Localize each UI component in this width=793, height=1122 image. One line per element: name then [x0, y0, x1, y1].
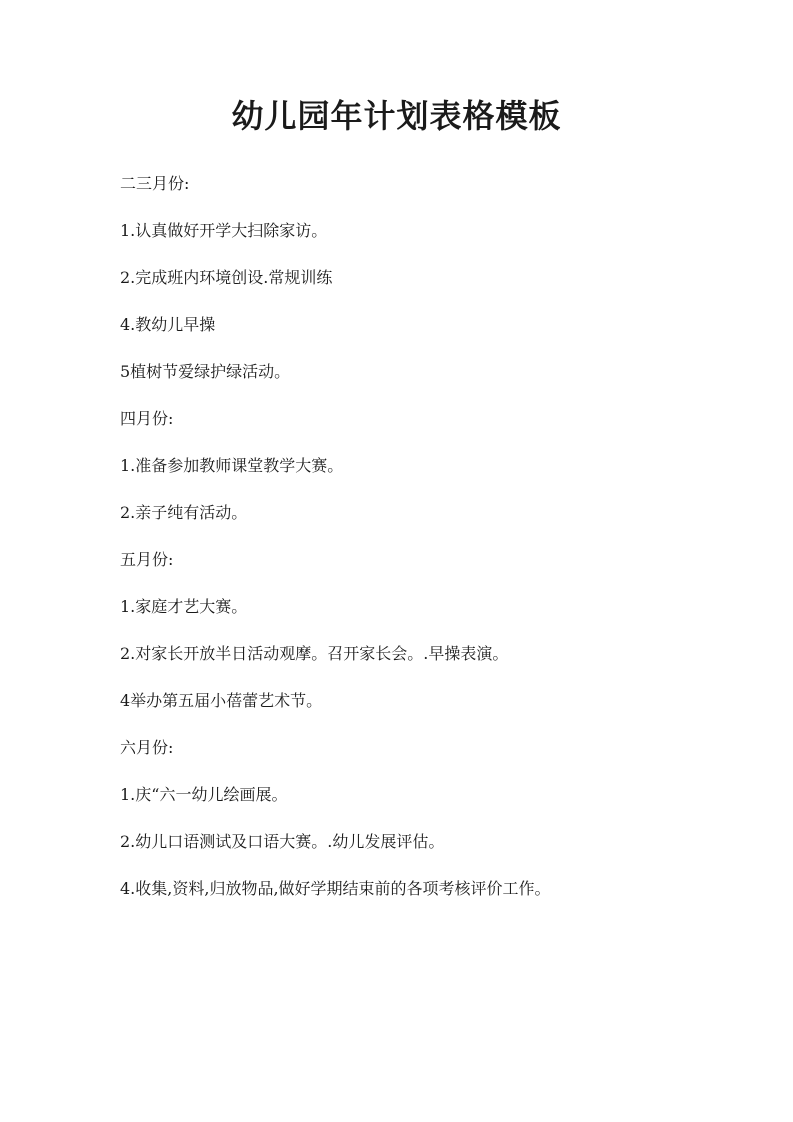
- plan-list: [120, 170, 720, 922]
- month-heading-apr: 四月份:: [120, 409, 174, 428]
- plan-item: 1.准备参加教师课堂教学大赛。: [120, 456, 344, 475]
- plan-item: 1.认真做好开学大扫除家访。: [120, 221, 328, 240]
- plan-item: 4.教幼儿早操: [120, 315, 216, 334]
- plan-item: 1.家庭才艺大赛。: [120, 597, 248, 616]
- month-heading-may: 五月份:: [120, 550, 174, 569]
- plan-item: 2.对家长开放半日活动观摩。召开家长会。.早操表演。: [120, 644, 509, 663]
- plan-item: 4举办第五届小蓓蕾艺术节。: [120, 691, 323, 710]
- document-title: 幼儿园年计划表格模板: [231, 97, 562, 135]
- month-heading-jun: 六月份:: [120, 738, 174, 757]
- plan-item: 2.完成班内环境创设.常规训练: [120, 268, 333, 287]
- plan-item: 1.庆“六一幼儿绘画展。: [120, 785, 288, 804]
- month-heading-feb-mar: 二三月份:: [120, 174, 190, 193]
- plan-item: 2.亲子纯有活动。: [120, 503, 248, 522]
- plan-item: 2.幼儿口语测试及口语大赛。.幼儿发展评估。: [120, 832, 445, 851]
- plan-item: 5植树节爱绿护绿活动。: [120, 362, 291, 381]
- plan-item: 4.收集,资料,归放物品,做好学期结束前的各项考核评价工作。: [120, 879, 551, 898]
